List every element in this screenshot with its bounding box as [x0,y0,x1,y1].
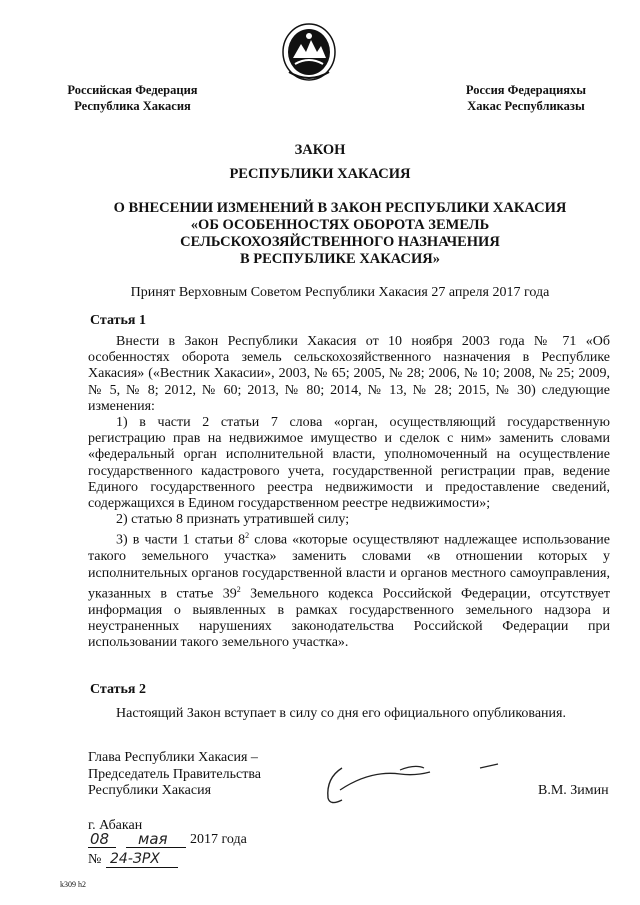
header-right-line2: Хакас Республиказы [467,99,585,113]
signatory-line2: Председатель Правительства [88,766,261,782]
date-day: 08 [90,830,110,848]
article2-body [88,706,610,722]
header-right-line1: Россия Федерацияхы [465,83,587,97]
signatory-name: В.М. Зимин [538,783,609,798]
law-republic: РЕСПУБЛИКИ ХАКАСИЯ [229,166,411,182]
article1-item1: 1) в части 2 статьи 7 слова «орган, осуществляющий государственную регистрацию прав на недвижимое имущество и сделок с ним» заменить словами «федеральный орган исполнительной власти, уполномоченный на осуществление государственного кадастрового учета, государственной регистрации прав, ведение Единого государственного реестра недвижимости и предоставление сведений, содержащихся в Едином государственном реестре недвижимости»; [88,415,610,512]
law-title: ЗАКОН [294,142,346,158]
coat-of-arms-emblem [279,22,339,82]
signatory-line3: Республики Хакасия [88,783,212,798]
signatory-title [88,750,261,800]
article1-body [88,334,610,651]
date-line [88,832,288,850]
header-right [452,82,600,114]
item3-part-c: Земельного кодекса Российской Федерации, отсутствует информация о выявленных в рамках государственного земельного надзора и неустраненных нарушениях законодательства Российской Федерации при использовании такого земельного участка». [88,586,610,650]
item3-sup1: 2 [245,531,250,541]
footer-code: k309 h2 [60,880,86,889]
handwritten-signature [320,760,510,810]
number-prefix: № [88,852,102,867]
header-left-line2: Республика Хакасия [74,99,191,113]
subject-line1: О ВНЕСЕНИИ ИЗМЕНЕНИЙ В ЗАКОН РЕСПУБЛИКИ ХАКАСИЯ [113,200,567,216]
date-year: 2017 года [190,832,247,847]
subject-line3: СЕЛЬСКОХОЗЯЙСТВЕННОГО НАЗНАЧЕНИЯ [180,234,500,250]
article2-text: Настоящий Закон вступает в силу со дня его официального опубликования. [116,706,566,721]
header-left [55,82,210,114]
item3-part-a: 3) в части 1 статьи 8 [116,533,246,549]
article2-heading: Статья 2 [90,682,146,697]
law-number-line [88,852,288,870]
law-subject [60,200,620,268]
date-month: мая [138,830,168,848]
adoption-line: Принят Верховным Советом Республики Хакасия 27 апреля 2017 года [130,285,550,300]
subject-line4: В РЕСПУБЛИКЕ ХАКАСИЯ» [239,251,440,267]
article1-heading: Статья 1 [90,313,146,328]
place: г. Абакан [88,818,143,833]
article1-intro: Внести в Закон Республики Хакасия от 10 ноября 2003 года № 71 «Об особенностях оборота земель сельскохозяйственного назначения в Республике Хакасия» («Вестник Хакасии», 2003, № 65; 2005, № 28; 2006, № 10; 2008, № 25; 2009, № 5, № 8; 2012, № 60; 2013, № 80; 2014, № 13, № 28; 2015, № 30) следующие изменения: [88,334,610,414]
subject-line2: «ОБ ОСОБЕННОСТЯХ ОБОРОТА ЗЕМЕЛЬ [190,217,490,233]
article1-item3 [88,528,610,651]
law-number: 24-ЗРХ [110,851,160,867]
signatory-line1: Глава Республики Хакасия – [88,750,258,765]
item3-sup2: 2 [236,584,241,594]
item3-part-b: слова «которые осуществляют надлежащее использование такого земельного участка» заменить словами «в отношении которых у исполнительных органов государственной власти и органов местного самоуправления, указанных в статье 39 [88,533,610,602]
header-left-line1: Российская Федерация [67,83,198,97]
article1-item2: 2) статью 8 признать утратившей силу; [116,512,350,528]
